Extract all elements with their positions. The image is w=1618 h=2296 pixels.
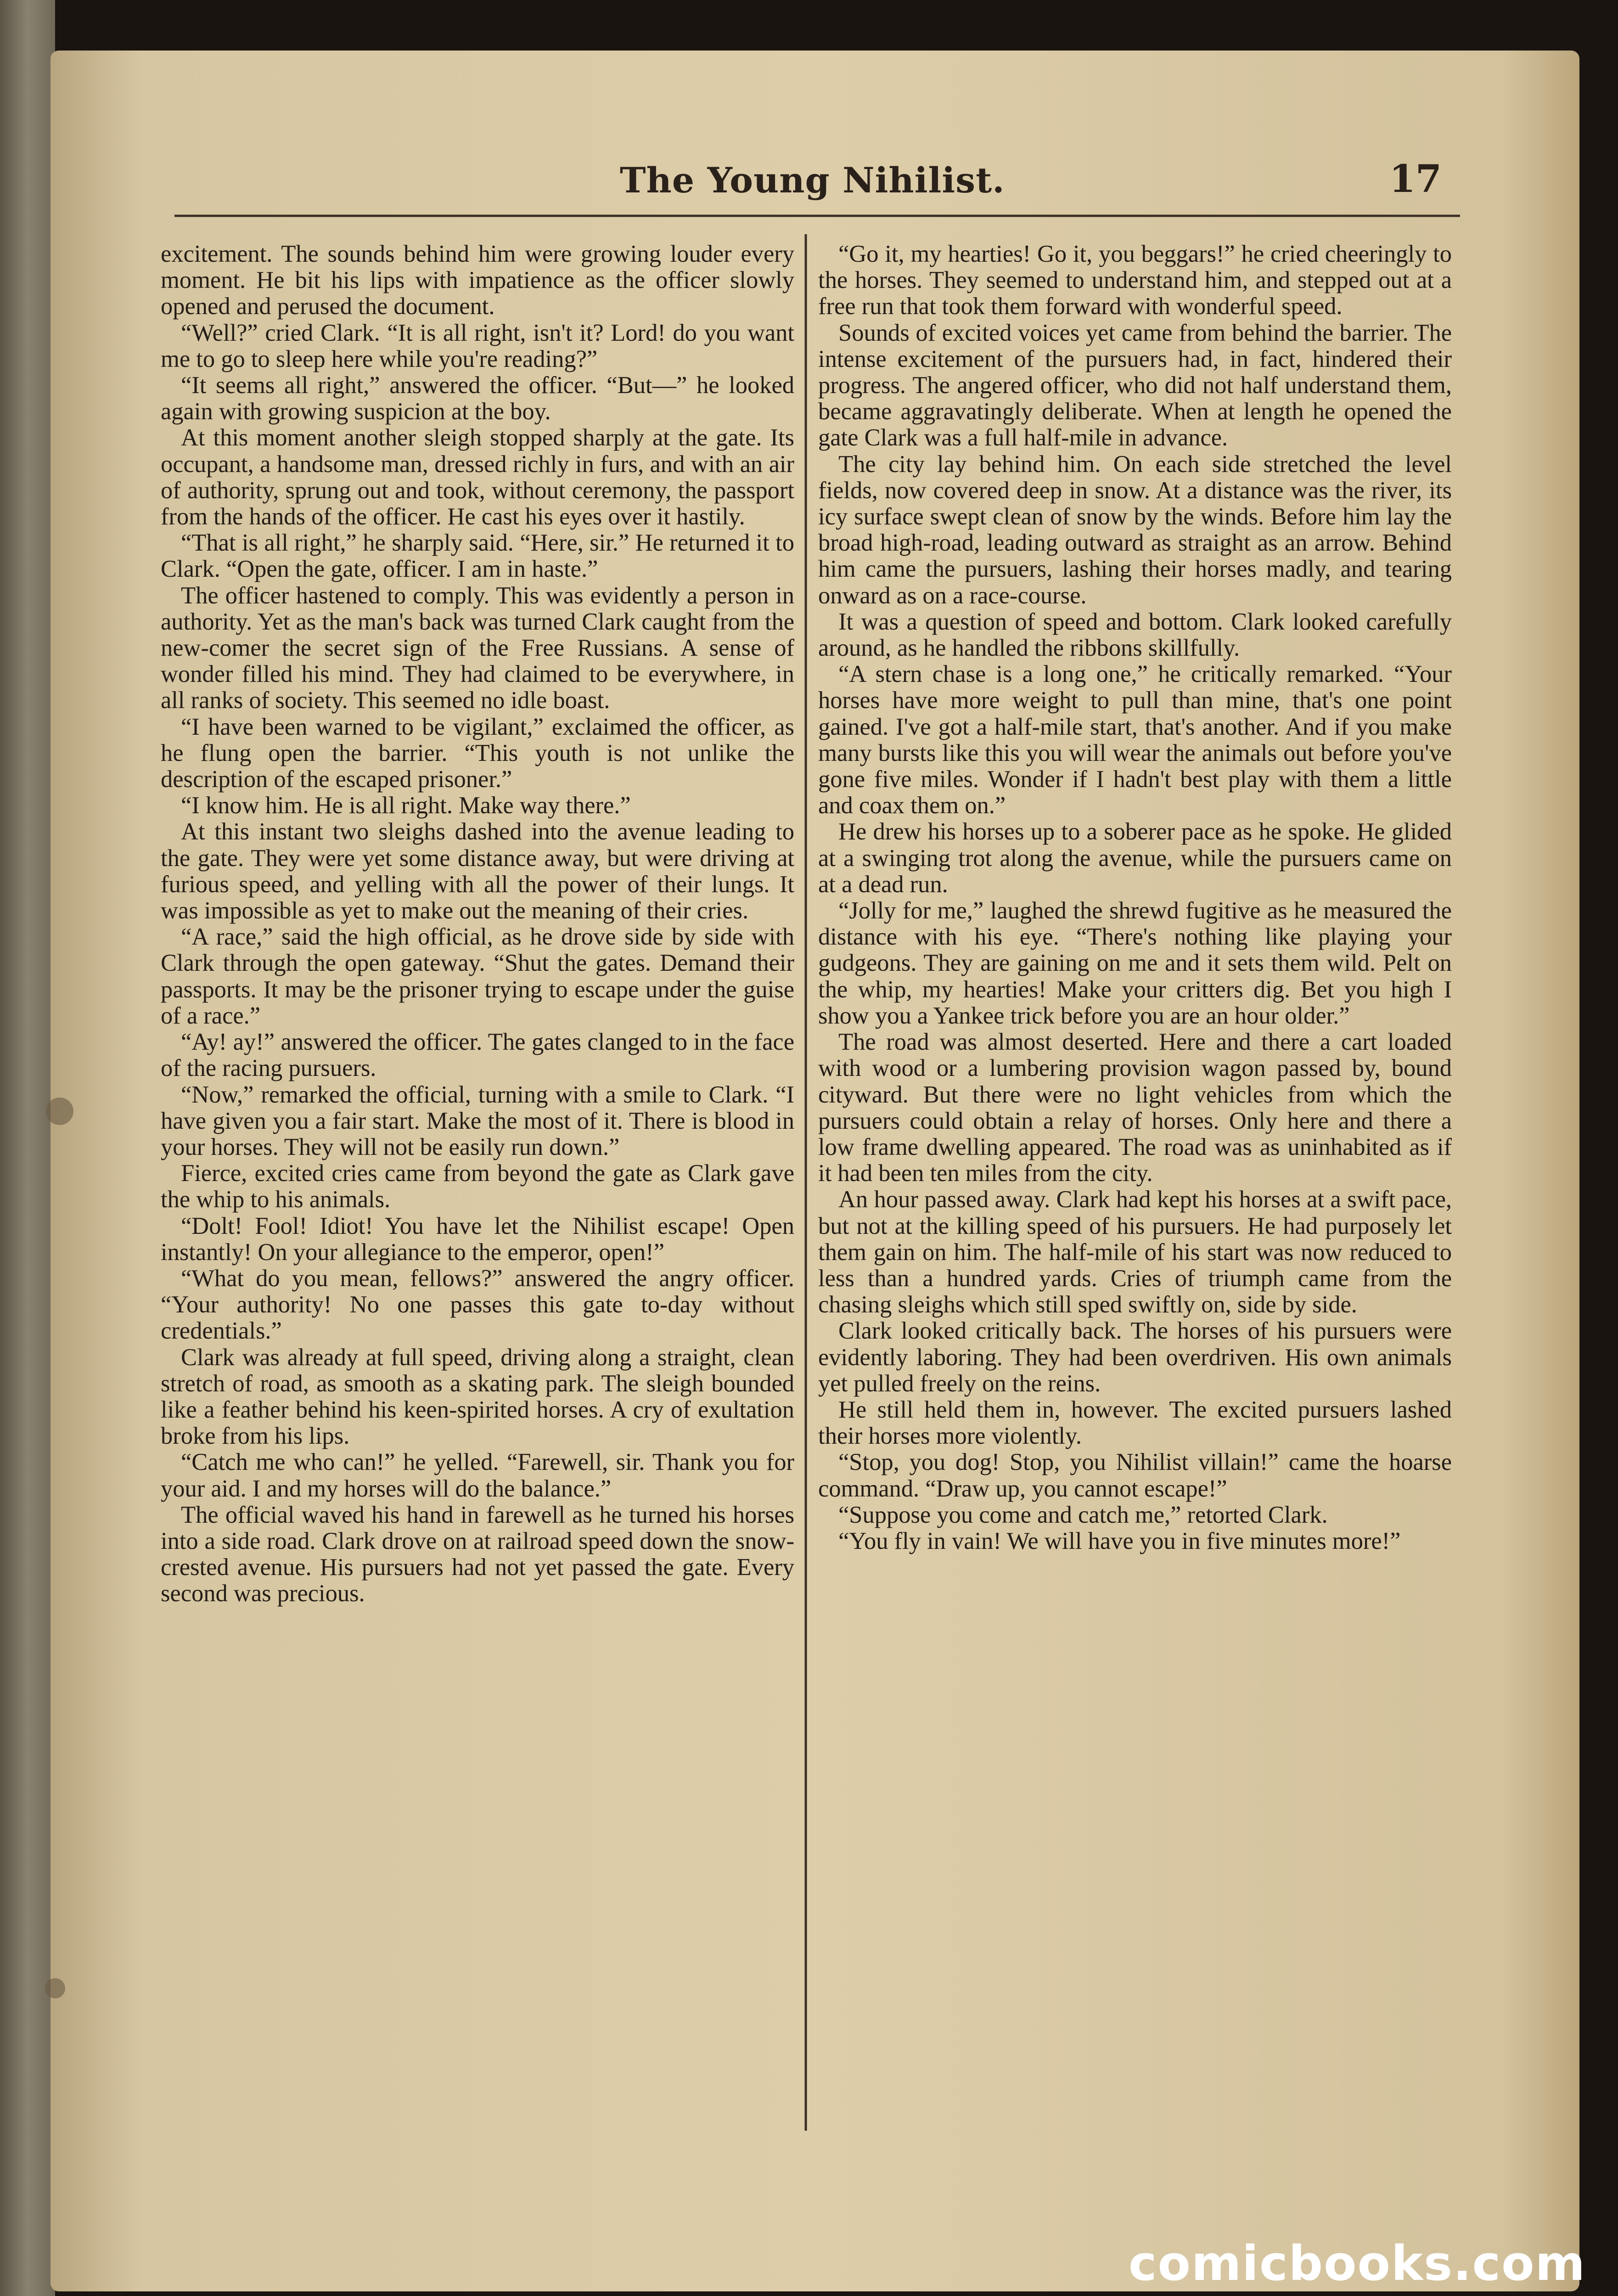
paragraph: At this moment another sleigh stopped sharply at the gate. Its occupant, a handsome man, dressed richly in furs, and with an air of authority, sprung out and took, without ceremony, the passport from the hands of the officer. He cast his eyes over it hastily. [161,424,794,530]
paragraph: “Now,” remarked the official, turning with a smile to Clark. “I have given you a fair start. Make the most of it. There is blood in your horses. They will not be easily run down.” [161,1081,794,1160]
page-number: 17 [1389,157,1442,201]
paragraph: “Dolt! Fool! Idiot! You have let the Nihilist escape! Open instantly! On your allegiance to the emperor, open!” [161,1212,794,1266]
paragraph: Clark was already at full speed, driving along a straight, clean stretch of road, as smooth as a skating park. The sleigh bounded like a feather behind his keen-spirited horses. A cry of exultation broke from his lips. [161,1344,794,1450]
paragraph: An hour passed away. Clark had kept his horses at a swift pace, but not at the killing speed of his pursuers. He had purposely let them gain on him. The half-mile of his start was now reduced to less than a hundred yards. Cries of triumph came from the chasing sleighs which still sped swiftly on, side by side. [818,1186,1452,1318]
page-header [165,156,1451,211]
paragraph: “Jolly for me,” laughed the shrewd fugitive as he measured the distance with his eye. “There's nothing like playing your gudgeons. They are gaining on me and it sets them wild. Pelt on the whip, my hearties! Make your critters dig. Bet you high I show you a Yankee trick before you are an hour older.” [818,897,1452,1029]
paragraph: “Stop, you dog! Stop, you Nihilist villain!” came the hoarse command. “Draw up, you cannot escape!” [818,1449,1452,1502]
paragraph: The city lay behind him. On each side stretched the level fields, now covered deep in snow. At a distance was the river, its icy surface swept clean of snow by the winds. Before him lay the broad high-road, leading outward as straight as an arrow. Behind him came the pursuers, lashing their horses madly, and tearing onward as on a race-course. [818,450,1452,609]
paragraph: “That is all right,” he sharply said. “Here, sir.” He returned it to Clark. “Open the gate, officer. I am in haste.” [161,529,794,583]
paragraph: “Go it, my hearties! Go it, you beggars!” he cried cheeringly to the horses. They seemed to understand him, and stepped out at a free run that took them forward with wonderful speed. [818,241,1452,320]
paragraph: “I have been warned to be vigilant,” exclaimed the officer, as he flung open the barrier. “This youth is not unlike the description of the escaped prisoner.” [161,713,794,793]
paragraph: The official waved his hand in farewell as he turned his horses into a side road. Clark drove on at railroad speed down the snow-crested avenue. His pursuers had not yet passed the gate. Every second was precious. [161,1501,794,1607]
paragraph: He still held them in, however. The excited pursuers lashed their horses more violently. [818,1396,1452,1450]
paragraph: It was a question of speed and bottom. Clark looked carefully around, as he handled the ribbons skillfully. [818,608,1452,662]
paragraph: “Catch me who can!” he yelled. “Farewell, sir. Thank you for your aid. I and my horses will do the balance.” [161,1449,794,1502]
paragraph: “Suppose you come and catch me,” retorted Clark. [838,1501,1328,1528]
paragraph: “I know him. He is all right. Make way there.” [181,792,631,819]
paragraph: Clark looked critically back. The horses of his pursuers were evidently laboring. They had been overdriven. His own animals yet pulled freely on the reins. [818,1317,1452,1397]
paragraph: “A race,” said the high official, as he drove side by side with Clark through the open gateway. “Shut the gates. Demand their passports. It may be the prisoner trying to escape under the guise of a race.” [161,923,794,1029]
stain [45,1978,65,1998]
binding-strip [0,0,55,2296]
paragraph: Sounds of excited voices yet came from behind the barrier. The intense excitement of the pursuers had, in fact, hindered their progress. The angered officer, who did not half understand them, became aggravatingly deliberate. When at length he opened the gate Clark was a full half-mile in advance. [818,319,1452,451]
left-column [161,241,794,1607]
paragraph: The road was almost deserted. Here and there a cart loaded with wood or a lumbering provision wagon passed by, bound cityward. But there were no light vehicles from which the pursuers could obtain a relay of horses. Only here and there a low frame dwelling appeared. The road was as uninhabited as if it had been ten miles from the city. [818,1029,1452,1187]
watermark-logo: comicbooks.com [1128,2235,1586,2291]
paragraph: The officer hastened to comply. This was evidently a person in authority. Yet as the man's back was turned Clark caught from the new-comer the secret sign of the Free Russians. A sense of wonder filled his mind. They had claimed to be everywhere, in all ranks of society. This seemed no idle boast. [161,582,794,714]
stain [46,1097,73,1125]
paragraph: “Well?” cried Clark. “It is all right, isn't it? Lord! do you want me to go to sleep here while you're reading?” [161,319,794,372]
paragraph: At this instant two sleighs dashed into the avenue leading to the gate. They were yet some distance away, but were driving at furious speed, and yelling with all the power of their lungs. It was impossible as yet to make out the meaning of their cries. [161,818,794,924]
right-column [818,241,1452,1554]
paragraph: Fierce, excited cries came from beyond the gate as Clark gave the whip to his animals. [161,1160,794,1213]
paragraph: “Ay! ay!” answered the officer. The gates clanged to in the face of the racing pursuers. [161,1029,794,1082]
paragraph: “A stern chase is a long one,” he critically remarked. “Your horses have more weight to pull than mine, that's one point gained. I've got a half-mile start, that's another. And if you make many bursts like this you will wear the animals out before you've gone five miles. Wonder if I hadn't best play with them a little and coax them on.” [818,661,1452,819]
paragraph: excitement. The sounds behind him were growing louder every moment. He bit his lips with impatience as the officer slowly opened and perused the document. [161,241,794,320]
paragraph: “You fly in vain! We will have you in five minutes more!” [838,1527,1401,1554]
paragraph: “It seems all right,” answered the officer. “But—” he looked again with growing suspicion at the boy. [161,372,794,425]
paragraph: He drew his horses up to a soberer pace as he spoke. He glided at a swinging trot along the avenue, while the pursuers came on at a dead run. [818,818,1452,898]
paragraph: “What do you mean, fellows?” answered the angry officer. “Your authority! No one passes this gate to-day without credentials.” [161,1265,794,1345]
running-title: The Young Nihilist. [620,160,1005,201]
